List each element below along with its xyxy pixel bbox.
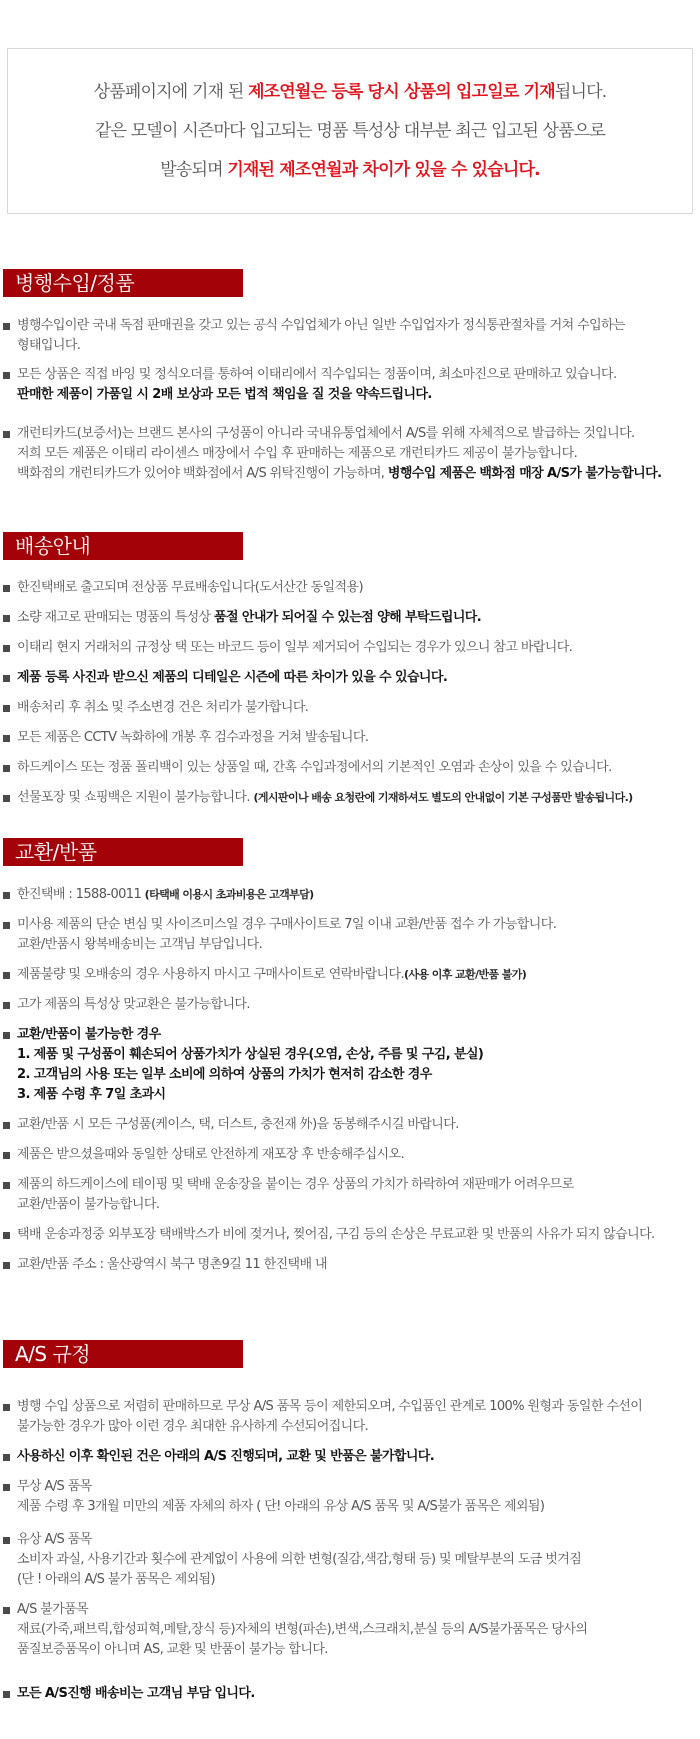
square-bullet-icon xyxy=(3,765,10,772)
notice-highlight: 제조연월은 등록 당시 상품의 입고일로 기재 xyxy=(248,81,555,102)
square-bullet-icon xyxy=(3,1484,10,1491)
square-bullet-icon xyxy=(3,1537,10,1544)
list-item: 이태리 현지 거래처의 규정상 택 또는 바코드 등이 일부 제거되어 수입되는 경우가 있으니 참고 바랍니다. xyxy=(3,638,693,658)
list-item: 한진택배 : 1588-0011 (타택배 이용시 초과비용은 고객부담) xyxy=(3,885,693,905)
list-item: 제품의 하드케이스에 테이핑 및 택배 운송장을 붙이는 경우 상품의 가치가 하락하여 재판매가 어려우므로 교환/반품이 불가능합니다. xyxy=(3,1175,693,1215)
square-bullet-icon xyxy=(3,431,10,438)
square-bullet-icon xyxy=(3,705,10,712)
notice-line-2: 같은 모델이 시즌마다 입고되는 명품 특성상 대부분 최근 입고된 상품으로 xyxy=(94,120,606,141)
square-bullet-icon xyxy=(3,972,10,979)
square-bullet-icon xyxy=(3,1607,10,1614)
square-bullet-icon xyxy=(3,585,10,592)
square-bullet-icon xyxy=(3,1122,10,1129)
list-item: 소량 재고로 판매되는 명품의 특성상 품절 안내가 되어질 수 있는점 양해 부탁드립니다. xyxy=(3,608,693,628)
list-item: 교환/반품 주소 : 울산광역시 북구 명촌9길 11 한진택배 내 xyxy=(3,1255,693,1275)
list-item: 모든 제품은 CCTV 녹화하에 개봉 후 검수과정을 거쳐 발송됩니다. xyxy=(3,728,693,748)
section-title-exchange: 교환/반품 xyxy=(3,838,243,866)
square-bullet-icon xyxy=(3,1232,10,1239)
list-item: 병행 수입 상품으로 저렴히 판매하므로 무상 A/S 품목 등이 제한되오며, 수입품인 관계로 100% 원형과 동일한 수선이 불가능한 경우가 많아 이런 경우 최대한 유사하게 수선되어집니다. xyxy=(3,1397,693,1437)
list-item: 개런티카드(보증서)는 브랜드 본사의 구성품이 아니라 국내유통업체에서 A/S를 위해 자체적으로 발급하는 것입니다. 저희 모든 제품은 이태리 라이센스 매장에서 수입 후 판매하는 제품으로 개런티카드 제공이 불가능합니다. 백화점의 개런티카드가 있어야 백화점에서 A/S 위탁진행이 가능하며, 병행수입 제품은 백화점 매장 A/S가 불가능합니다. xyxy=(3,424,693,484)
list-item: 선물포장 및 쇼핑백은 지원이 불가능합니다. (게시판이나 배송 요청란에 기재하셔도 별도의 안내없이 기본 구성품만 발송됩니다.) xyxy=(3,788,693,808)
list-item: A/S 불가품목 재료(가죽,패브릭,합성피혁,메탈,장식 등)자체의 변형(파손),변색,스크래치,분실 등의 A/S불가품목은 당사의 품질보증품목이 아니며 AS, 교환 및 반품이 불가능 합니다. xyxy=(3,1600,693,1660)
list-item: 미사용 제품의 단순 변심 및 사이즈미스일 경우 구매사이트로 7일 이내 교환/반품 접수 가 가능합니다. 교환/반품시 왕복배송비는 고객님 부담입니다. xyxy=(3,915,693,955)
list-item: 교환/반품이 불가능한 경우 1. 제품 및 구성품이 훼손되어 상품가치가 상실된 경우(오염, 손상, 주름 및 구김, 분실) 2. 고객님의 사용 또는 일부 소비에 의하여 상품의 가치가 현저히 감소한 경우 3. 제품 수령 후 7일 초과시 xyxy=(3,1025,693,1105)
list-item: 하드케이스 또는 정품 폴리백이 있는 상품일 때, 간혹 수입과정에서의 기본적인 오염과 손상이 있을 수 있습니다. xyxy=(3,758,693,778)
square-bullet-icon xyxy=(3,1182,10,1189)
square-bullet-icon xyxy=(3,735,10,742)
square-bullet-icon xyxy=(3,675,10,682)
section-title-shipping: 배송안내 xyxy=(3,532,243,560)
notice-box xyxy=(7,48,693,214)
notice-line-1: 상품페이지에 기재 된 제조연월은 등록 당시 상품의 입고일로 기재됩니다. xyxy=(93,81,607,102)
list-item: 고가 제품의 특성상 맞교환은 불가능합니다. xyxy=(3,995,693,1015)
list-item: 택배 운송과정중 외부포장 택배박스가 비에 젖거나, 찢어짐, 구김 등의 손상은 무료교환 및 반품의 사유가 되지 않습니다. xyxy=(3,1225,693,1245)
list-item: 한진택배로 출고되며 전상품 무료배송입니다(도서산간 동일적용) xyxy=(3,578,693,598)
notice-line-3: 발송되며 기재된 제조연월과 차이가 있을 수 있습니다. xyxy=(160,159,540,180)
square-bullet-icon xyxy=(3,1691,10,1698)
square-bullet-icon xyxy=(3,323,10,330)
list-item: 제품 등록 사진과 받으신 제품의 디테일은 시즌에 따른 차이가 있을 수 있습니다. xyxy=(3,668,693,688)
square-bullet-icon xyxy=(3,645,10,652)
square-bullet-icon xyxy=(3,1454,10,1461)
square-bullet-icon xyxy=(3,795,10,802)
section-title-as: A/S 규정 xyxy=(3,1340,243,1368)
list-item: 무상 A/S 품목 제품 수령 후 3개월 미만의 제품 자체의 하자 ( 단! 아래의 유상 A/S 품목 및 A/S불가 품목은 제외됨) xyxy=(3,1477,693,1517)
square-bullet-icon xyxy=(3,1262,10,1269)
list-item: 모든 A/S진행 배송비는 고객님 부담 입니다. xyxy=(3,1684,693,1704)
list-item: 제품불량 및 오배송의 경우 사용하지 마시고 구매사이트로 연락바랍니다.(사용 이후 교환/반품 불가) xyxy=(3,965,693,985)
square-bullet-icon xyxy=(3,1002,10,1009)
list-item: 제품은 받으셨을때와 동일한 상태로 안전하게 재포장 후 반송해주십시오. xyxy=(3,1145,693,1165)
list-item: 병행수입이란 국내 독점 판매권을 갖고 있는 공식 수입업체가 아닌 일반 수입업자가 정식통관절차를 거쳐 수입하는 형태입니다. xyxy=(3,316,693,356)
section-title-import: 병행수입/정품 xyxy=(3,269,243,297)
square-bullet-icon xyxy=(3,892,10,899)
square-bullet-icon xyxy=(3,1404,10,1411)
square-bullet-icon xyxy=(3,615,10,622)
square-bullet-icon xyxy=(3,1032,10,1039)
list-item: 배송처리 후 취소 및 주소변경 건은 처리가 불가합니다. xyxy=(3,698,693,718)
square-bullet-icon xyxy=(3,1152,10,1159)
list-item: 교환/반품 시 모든 구성품(케이스, 택, 더스트, 충전재 外)을 동봉해주시길 바랍니다. xyxy=(3,1115,693,1135)
list-item: 모든 상품은 직접 바잉 및 정식오더를 통하여 이태리에서 직수입되는 정품이며, 최소마진으로 판매하고 있습니다. 판매한 제품이 가품일 시 2배 보상과 모든 법적 책임을 질 것을 약속드립니다. xyxy=(3,365,693,405)
notice-highlight: 기재된 제조연월과 차이가 있을 수 있습니다. xyxy=(227,159,540,180)
square-bullet-icon xyxy=(3,922,10,929)
list-item: 유상 A/S 품목 소비자 과실, 사용기간과 횟수에 관계없이 사용에 의한 변형(질감,색감,형태 등) 및 메탈부분의 도금 벗겨짐 (단 ! 아래의 A/S 불가 품목은 제외됨) xyxy=(3,1530,693,1590)
square-bullet-icon xyxy=(3,372,10,379)
list-item: 사용하신 이후 확인된 건은 아래의 A/S 진행되며, 교환 및 반품은 불가합니다. xyxy=(3,1447,693,1467)
